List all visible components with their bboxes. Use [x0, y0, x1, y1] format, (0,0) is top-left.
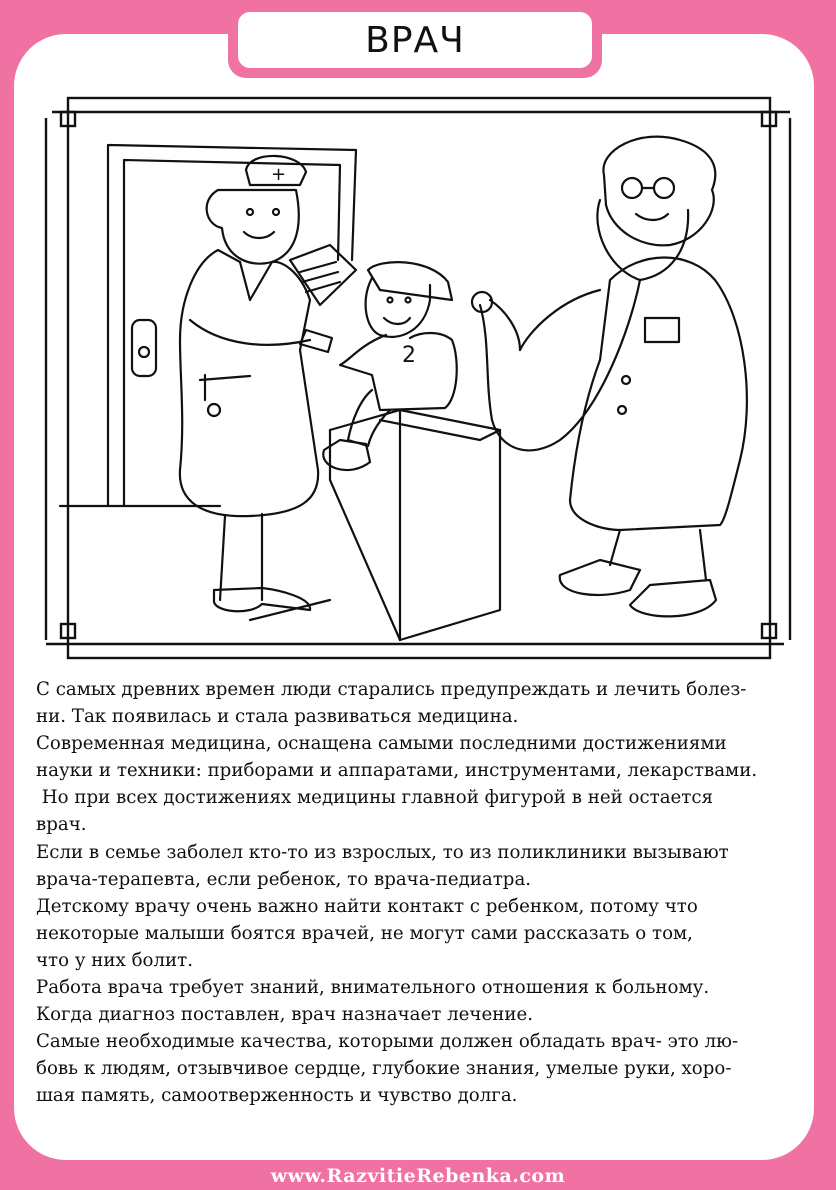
text-line: Детскому врачу очень важно найти контакт с ребенком, потому что — [36, 895, 698, 917]
text-line: С самых древних времен люди старались предупреждать и лечить болез- — [36, 679, 747, 700]
article-text — [36, 676, 816, 1110]
text-line: врач. — [36, 814, 87, 836]
text-line: науки и техники: приборами и аппаратами, инструментами, лекарствами. — [36, 760, 758, 782]
nurse-figure — [180, 156, 356, 611]
boy-figure — [323, 262, 456, 470]
text-line: бовь к людям, отзывчивое сердце, глубокие знания, умелые руки, хоро- — [36, 1058, 732, 1080]
picture-frame — [46, 98, 790, 658]
text-line: что у них болит. — [36, 949, 194, 971]
boy-shirt-number: 2 — [402, 343, 416, 368]
text-line: Если в семье заболел кто-то из взрослых, то из поликлиники вызывают — [36, 841, 729, 863]
text-line: Самые необходимые качества, которыми должен обладать врач- это лю- — [36, 1031, 739, 1053]
text-line: ни. Так появилась и стала развиваться медицина. — [36, 706, 519, 728]
exam-bench — [250, 410, 500, 640]
footer — [0, 1161, 836, 1190]
text-line: Работа врача требует знаний, внимательного отношения к больному. — [36, 977, 710, 999]
website-link[interactable]: www.RazvitieRebenka.com — [270, 1164, 566, 1187]
doctor-figure — [472, 137, 747, 617]
nurse-cap-cross: + — [271, 164, 287, 185]
text-line: некоторые малыши боятся врачей, не могут сами рассказать о том, — [36, 922, 693, 944]
text-line: шая память, самоотверженность и чувство долга. — [36, 1085, 518, 1107]
text-line: Но при всех достижениях медицины главной фигурой в ней остается — [36, 787, 714, 809]
text-line: врача-терапевта, если ребенок, то врача-педиатра. — [36, 868, 532, 890]
text-line: Когда диагноз поставлен, врач назначает лечение. — [36, 1004, 533, 1026]
text-line: Современная медицина, оснащена самыми последними достижениями — [36, 733, 727, 755]
page-title: ВРАЧ — [365, 19, 465, 61]
